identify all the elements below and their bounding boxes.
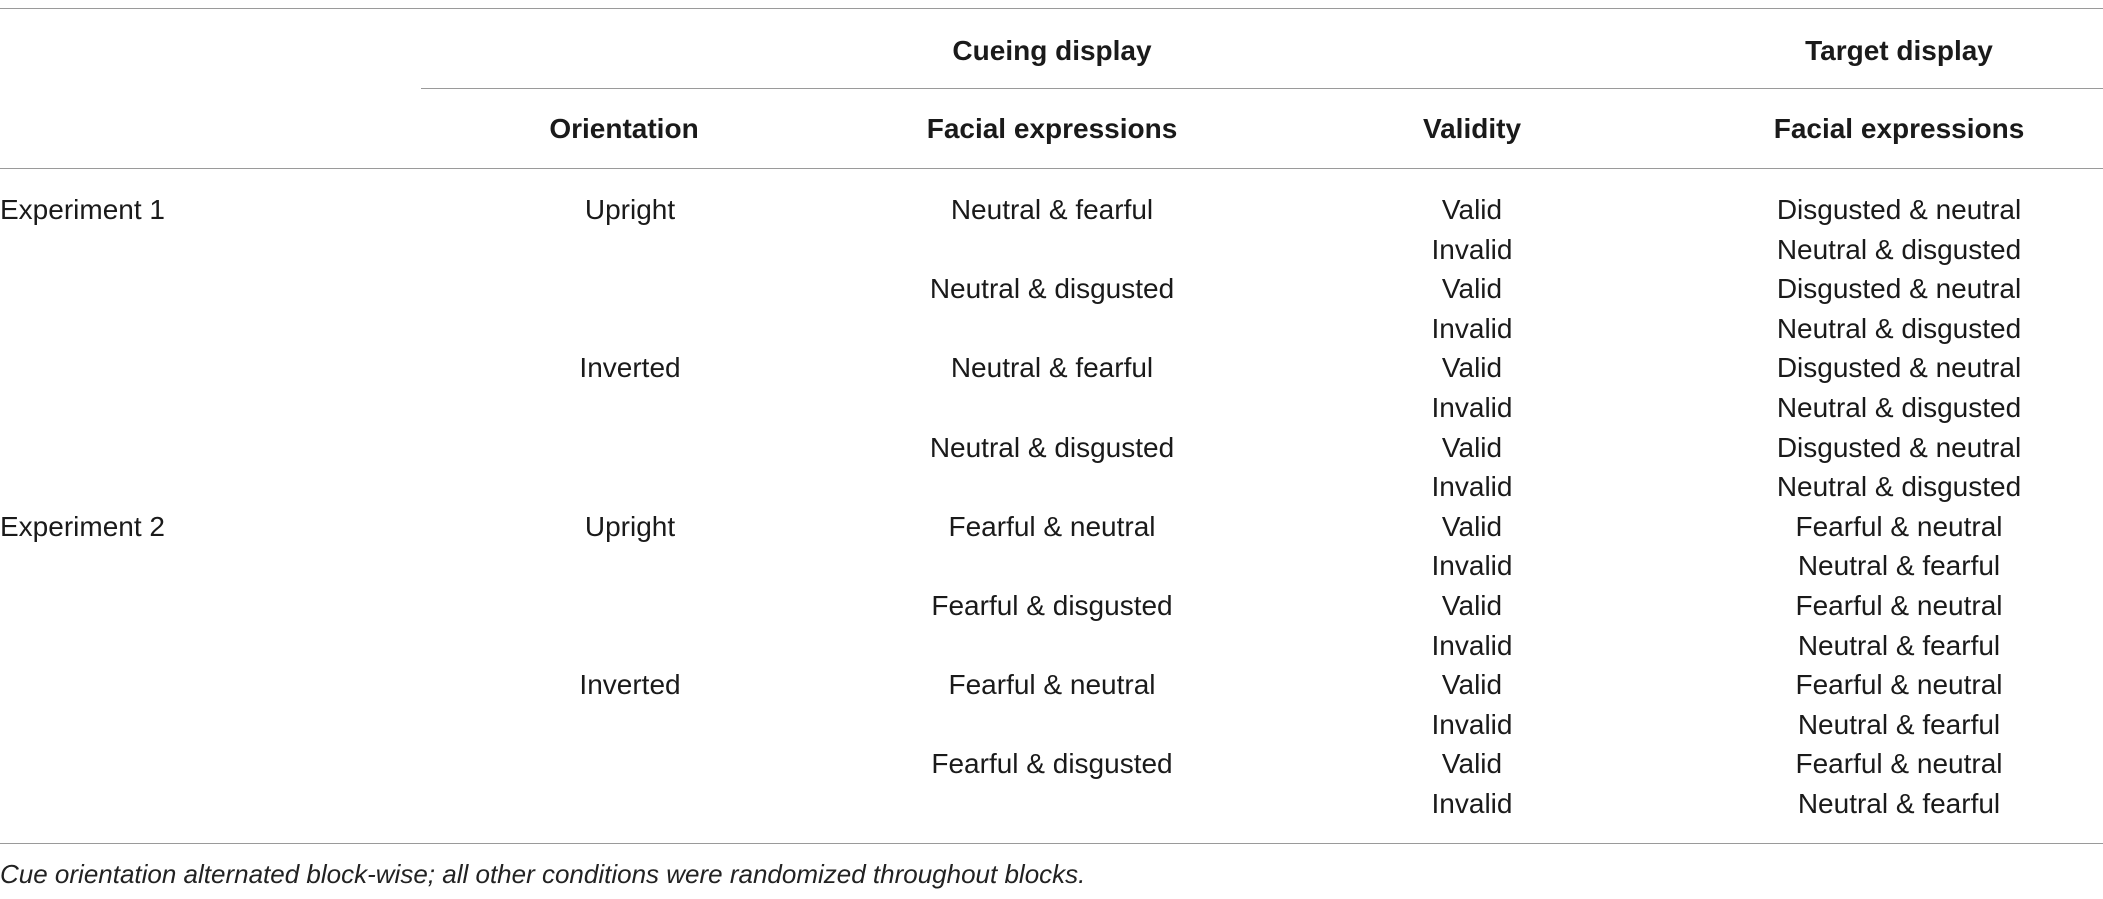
cell-target-expression: Neutral & disgusted <box>1776 234 2022 265</box>
cell-target-expression: Fearful & neutral <box>1795 511 2003 542</box>
cell-target-expression: Disgusted & neutral <box>1776 352 2022 383</box>
cell-validity: Invalid <box>1431 234 1513 265</box>
cell-target-expression: Neutral & fearful <box>1797 630 2001 661</box>
cell-target-expression: Fearful & neutral <box>1795 748 2003 779</box>
header-group-rule <box>421 88 2103 89</box>
header-target-display: Target display <box>1805 35 1993 66</box>
cell-validity: Invalid <box>1431 392 1513 423</box>
cell-target-expression: Disgusted & neutral <box>1776 194 2022 225</box>
cell-target-expression: Neutral & disgusted <box>1776 313 2022 344</box>
cell-cue-expression: Neutral & disgusted <box>929 273 1175 304</box>
cell-validity: Valid <box>1441 432 1503 463</box>
cell-validity: Valid <box>1441 273 1503 304</box>
cell-target-expression: Neutral & fearful <box>1797 550 2001 581</box>
cell-validity: Valid <box>1441 194 1503 225</box>
cell-target-expression: Neutral & disgusted <box>1776 392 2022 423</box>
cell-validity: Invalid <box>1431 630 1513 661</box>
cell-validity: Invalid <box>1431 313 1513 344</box>
cell-validity: Invalid <box>1431 550 1513 581</box>
cell-validity: Valid <box>1441 669 1503 700</box>
cell-cue-expression: Fearful & neutral <box>948 669 1156 700</box>
cell-validity: Valid <box>1441 748 1503 779</box>
cell-orientation: Upright <box>584 194 676 225</box>
table-bottom-rule <box>0 843 2103 844</box>
cell-target-expression: Fearful & neutral <box>1795 590 2003 621</box>
cell-validity: Invalid <box>1431 709 1513 740</box>
cell-target-expression: Disgusted & neutral <box>1776 273 2022 304</box>
cell-experiment: Experiment 2 <box>0 511 165 542</box>
header-cue-facial-expressions: Facial expressions <box>926 113 1178 144</box>
cell-experiment: Experiment 1 <box>0 194 165 225</box>
cell-validity: Valid <box>1441 590 1503 621</box>
cell-cue-expression: Fearful & disgusted <box>931 748 1173 779</box>
header-bottom-rule <box>0 168 2103 169</box>
cell-cue-expression: Fearful & neutral <box>948 511 1156 542</box>
cell-validity: Valid <box>1441 511 1503 542</box>
cell-validity: Invalid <box>1431 471 1513 502</box>
cell-target-expression: Disgusted & neutral <box>1776 432 2022 463</box>
table-top-rule <box>0 8 2103 9</box>
cell-orientation: Inverted <box>579 669 681 700</box>
table-footnote: Cue orientation alternated block-wise; all other conditions were randomized throughout blocks. <box>0 859 1086 889</box>
cell-target-expression: Neutral & fearful <box>1797 788 2001 819</box>
cell-target-expression: Fearful & neutral <box>1795 669 2003 700</box>
header-orientation: Orientation <box>549 113 699 144</box>
header-target-facial-expressions: Facial expressions <box>1773 113 2025 144</box>
cell-cue-expression: Neutral & fearful <box>950 194 1154 225</box>
cell-cue-expression: Neutral & fearful <box>950 352 1154 383</box>
header-validity: Validity <box>1422 113 1522 144</box>
cell-target-expression: Neutral & fearful <box>1797 709 2001 740</box>
header-cueing-display: Cueing display <box>952 35 1152 66</box>
cell-orientation: Upright <box>584 511 676 542</box>
cell-cue-expression: Neutral & disgusted <box>929 432 1175 463</box>
cell-orientation: Inverted <box>579 352 681 383</box>
cell-validity: Invalid <box>1431 788 1513 819</box>
cell-target-expression: Neutral & disgusted <box>1776 471 2022 502</box>
cell-validity: Valid <box>1441 352 1503 383</box>
cell-cue-expression: Fearful & disgusted <box>931 590 1173 621</box>
